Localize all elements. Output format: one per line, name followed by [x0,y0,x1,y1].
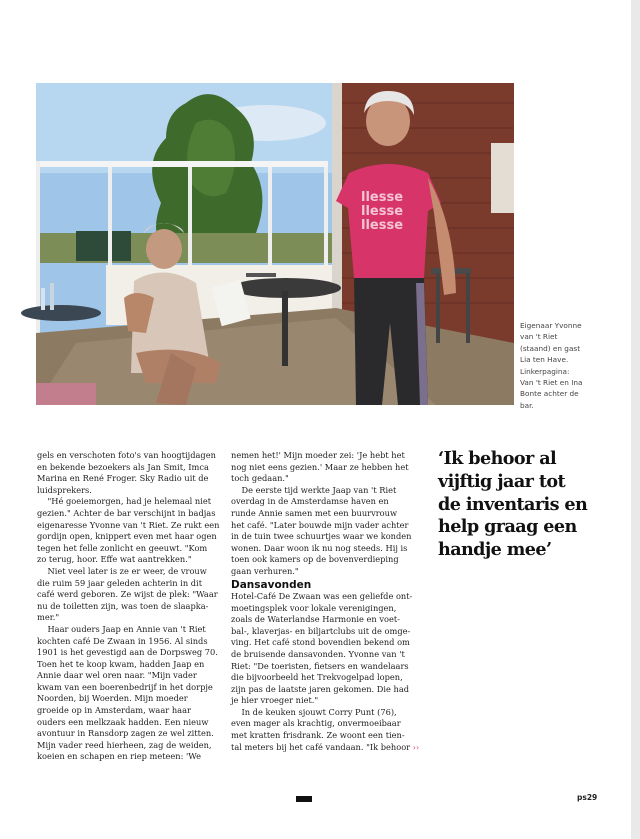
shirt-text-3: llesse [361,218,404,233]
body-line: Marina en René Froger. Sky Radio uit de [37,473,209,484]
body-line: gels en verschoten foto's van hoogtijdagen [37,450,216,460]
body-line: zoals de Waterlandse Harmonie en voet- [231,614,400,625]
body-line: luidsprekers. [37,484,92,495]
body-line: eigenaresse Yvonne van 't Riet. Ze rukt een [37,519,220,530]
body-line: toch gedaan." [231,473,289,484]
photo-illustration [36,83,514,405]
body-line: toen ook kamers op de bovenverdieping [231,554,399,565]
body-line: café werd geboren. Ze wijst de plek: "Waar [37,589,218,600]
body-line: gordijn open, knippert even met haar ogen [37,531,217,542]
caption-line: (staand) en gast [520,343,581,353]
body-line: bal-, klaverjas- en biljartclubs uit de omge- [231,625,411,636]
shirt-text-2: llesse [361,204,404,219]
pull-quote-line: de inventaris en [438,493,588,515]
pull-quote-line: help graag een [438,516,577,538]
body-line: Hotel-Café De Zwaan was een geliefde ont- [231,590,413,601]
body-line: die bijvoorbeeld het Trekvogelpad lopen, [231,672,403,683]
body-line: even mager als krachtig, onvermoeibaar [231,718,401,729]
section-subheading: Dansavonden [231,578,312,591]
pull-quote-line: ‘Ik behoor al [438,448,557,469]
body-line: zo terug, hoor. Effe wat aantrekken." [37,554,192,565]
body-line: ving. Het café stond bovendien bekend om [231,637,410,648]
body-line: gaan verhuren." [231,565,299,576]
photo-caption [520,320,600,411]
body-line: nu de toiletten zijn, was toen de slaapka- [37,600,209,611]
body-line: Toen het te koop kwam, hadden Jaap en [37,658,205,669]
body-line: groeide op in Amsterdam, waar haar [37,705,191,716]
pull-quote-line: handje mee’ [438,539,552,561]
body-line: In de keuken sjouwt Corry Punt (76), [231,706,397,717]
caption-line: Linkerpagina: [520,366,570,376]
shirt-text-1: llesse [361,190,404,205]
page-edge [631,0,640,839]
body-line: die ruim 59 jaar geleden achterin in dit [37,577,203,588]
body-line: runde Annie samen met een buurvrouw [231,507,398,518]
body-line: tegen het felle zonlicht en geeuwt. "Kom [37,542,208,553]
footer-mark [296,796,312,802]
body-column-1 [37,450,220,763]
caption-line: Van 't Riet en Ina [520,378,583,388]
body-line: Niet veel later is ze er weer, de vrouw [37,565,207,576]
body-line: Haar ouders Jaap en Annie van 't Riet [37,623,206,634]
body-line: avontuur in Ransdorp zagen ze wel zitten. [37,728,214,739]
caption-line: Lia ten Have. [520,355,569,365]
body-line-text: tal meters bij het café vandaan. "Ik behoor [231,741,411,752]
body-line: mer." [37,612,60,623]
pull-quote [438,448,628,562]
body-line: en bekende bezoekers als Jan Smit, Imca [37,461,209,472]
body-line: "Hé goeiemorgen, had je helemaal niet [37,496,212,507]
caption-line: van 't Riet [520,332,558,342]
page-number: ps29 [577,793,598,802]
body-line: kwam van een boerenbedrijf in het dorpje [37,681,213,692]
body-line: zijn pas de laatste jaren gekomen. Die had [231,683,410,694]
body-line: Riet: "De toeristen, fietsers en wandelaars [231,660,409,671]
body-line: wonen. Daar woon ik nu nog steeds. Hij is [231,542,408,553]
caption-line: Eigenaar Yvonne [520,321,582,330]
body-line: de bruisende dansavonden. Yvonne van 't [231,648,405,659]
caption-line: bar. [520,400,534,410]
body-line: Annie daar wel oren naar. "Mijn vader [37,670,197,681]
body-line: het café. "Later bouwde mijn vader achter [231,519,409,530]
caption-line: Bonte achter de [520,389,579,399]
body-line: gezien." Achter de bar verschijnt in badjas [37,507,216,518]
body-line: in de tuin twee schuurtjes waar we konden [231,531,412,542]
body-line: ouders een melkzaak hadden. Een nieuw [37,716,209,727]
feature-photo [36,83,514,405]
body-line: moetingsplek voor lokale verenigingen, [231,602,397,613]
body-line: overdag in de Amsterdamse haven en [231,496,389,507]
body-line: 1901 is het gevestigd aan de Dorpsweg 70. [37,647,218,658]
body-line: nog niet eens gezien.' Maar ze hebben het [231,461,409,472]
body-line: De eerste tijd werkte Jaap van 't Riet [231,484,397,495]
pull-quote-line: vijftig jaar tot [438,470,566,492]
continue-arrow-icon: ›› [412,742,420,752]
body-line: koeien en schapen en riep meteen: 'We [37,751,201,762]
body-line: je hier vroeger niet." [231,695,319,706]
body-column-2 [231,450,420,753]
body-line-last [231,741,420,754]
body-line: kochten café De Zwaan in 1956. Al sinds [37,635,208,646]
body-line: Mijn vader reed hierheen, zag de weiden, [37,739,212,750]
body-line: met kratten frisdrank. Ze woont een tien- [231,730,405,741]
body-line: Noorden, bij Woerden. Mijn moeder [37,693,188,704]
body-line: nemen het!' Mijn moeder zei: 'Je hebt het [231,450,405,460]
